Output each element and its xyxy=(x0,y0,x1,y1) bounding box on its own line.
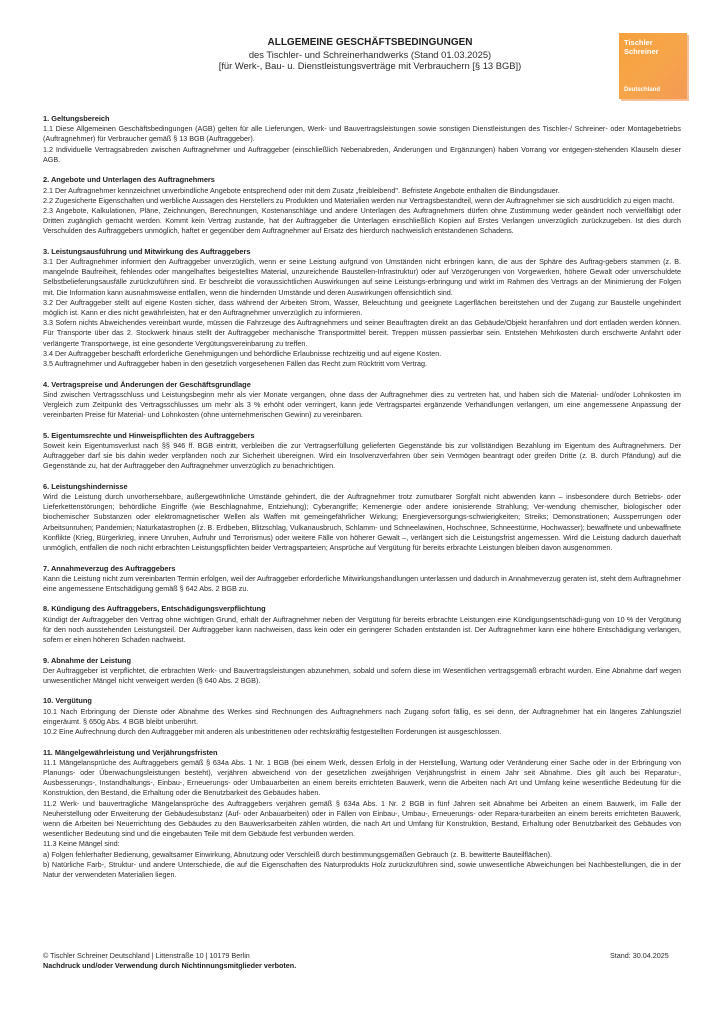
footer-copyright: © Tischler Schreiner Deutschland | Littenstraße 10 | 10179 Berlin xyxy=(43,951,250,960)
section-paragraph: b) Natürliche Farb-, Struktur- und andere Unterschiede, die auf die Eigenschaften des Naturprodukts Holz zurückzuführen sind, sowie unwesentliche Abweichungen bei Nachbestellungen, die in der Natur der verwendeten Materialien liegen. xyxy=(43,859,681,879)
section-heading: 5. Eigentumsrechte und Hinweispflichten des Auftraggebers xyxy=(43,430,255,440)
section-paragraph: 1.1 Diese Allgemeinen Geschäftsbedingungen (AGB) gelten für alle Lieferungen, Werk- und Bauvertragsleistungen sowie sonstigen Dienstleistungen des Tischler-/ Schreiner- oder Montagebetriebs (Auftragnehmer) für Verbraucher gemäß § 13 BGB (Auftraggeber). xyxy=(43,124,681,144)
terms-section xyxy=(43,482,681,553)
terms-section xyxy=(43,114,681,165)
document-title: ALLGEMEINE GESCHÄFTSBEDINGUNGEN xyxy=(267,37,473,48)
terms-section xyxy=(43,696,681,737)
section-heading: 8. Kündigung des Auftraggebers, Entschädigungsverpflichtung xyxy=(43,604,266,614)
section-paragraph: Sind zwischen Vertragsschluss und Leistungsbeginn mehr als vier Monate vergangen, ohne dass der Auftragnehmer dies zu vertreten hat, und haben sich die Material- und/oder Lohnkosten im Vergleich zum Zeitpunkt des Vertragsschlusses um mehr als 3 % erhöht oder verringert, kann jede Vertragspartei ergänzende Verhandlungen verlangen, um eine angemessene Anpassung der vereinbarten Preise für Material- und Lohnkosten (ohne unternehmerischen Gewinn) zu vereinbaren. xyxy=(43,389,681,420)
section-paragraph: 11.1 Mängelansprüche des Auftraggebers gemäß § 634a Abs. 1 Nr. 1 BGB (bei einem Werk, dessen Erfolg in der Herstellung, Wartung oder Veränderung einer Sache oder in der Erbringung von Planungs- oder Überwachungsleistungen besteht), verjähren abweichend von der gesetzlichen zweijährigen Verjährungsfrist in einem Jahr seit Abnahme. Dies gilt auch bei Reparatur-, Ausbesserungs-, Instandhaltungs-, Einbau-, Erneuerungs- oder Umbauarbeiten an einem bereits errichteten Bauwerk, wenn die Arbeiten nach Art und Umfang keine wesentliche Bedeutung für die Konstruktion, den Bestand, die Erhaltung oder die Benutzbarkeit des Gebäudes haben. xyxy=(43,757,681,798)
section-paragraph: 3.1 Der Auftragnehmer informiert den Auftraggeber unverzüglich, wenn er seine Leistung aufgrund von Umständen nicht erbringen kann, die aus der Sphäre des Auftrag-gebers stammen (z. B. mangelnde Baufreiheit, fehlendes oder mangelhaftes beigestelltes Material, unzureichende Baustellen-Infrastruktur) oder auf Verzögerungen von Vorgewerken, höhere Gewalt oder unverschuldete Selbstbelieferungsausfälle zurückzuführen sind. Er beschreibt die voraussichtlichen Auswirkungen auf seine Leistungs-erbringung und wirkt im Rahmen des Vertrags an der Minimierung der Folgen mit. Die Information kann ausnahmsweise entfallen, wenn die hindernden Umstände und deren Auswirkungen offensichtlich sind. xyxy=(43,257,681,297)
section-paragraph: 3.5 Auftragnehmer und Auftraggeber haben in den gesetzlich vorgesehenen Fällen das Recht zum Rücktritt vom Vertrag. xyxy=(43,359,427,369)
document-subtitle: des Tischler- und Schreinerhandwerks (Stand 01.03.2025) xyxy=(248,49,492,60)
footer xyxy=(43,951,296,971)
terms-section xyxy=(43,748,681,881)
section-heading: 4. Vertragspreise und Änderungen der Geschäftsgrundlage xyxy=(43,379,251,389)
section-heading: 2. Angebote und Unterlagen des Auftragnehmers xyxy=(43,175,215,185)
terms-section xyxy=(43,564,681,595)
section-paragraph: Kündigt der Auftraggeber den Vertrag ohne wichtigen Grund, erhält der Auftragnehmer neben der Vergütung für bereits erbrachte Leistungen eine Kündigungsentschädi-gung von 10 % der Vergütung für den noch ausstehenden Leistungsteil. Der Auftraggeber kann nachweisen, dass kein oder ein geringerer Schaden entstanden ist. Der Auftragnehmer kann eine höhere Entschädigung verlangen, sofern er einen höheren Schaden nachweist. xyxy=(43,614,681,645)
section-paragraph: 11.3 Keine Mängel sind: xyxy=(43,839,120,849)
logo-line-1: Tischler xyxy=(624,38,653,47)
section-paragraph: Kann die Leistung nicht zum vereinbarten Termin erfolgen, weil der Auftraggeber erforderliche Mitwirkungshandlungen unterlassen und dadurch in Annahmeverzug geraten ist, steht dem Auftragnehmer eine angemessene Entschädigung gemäß § 642 Abs. 2 BGB zu. xyxy=(43,573,681,593)
section-heading: 7. Annahmeverzug des Auftraggebers xyxy=(43,563,176,573)
logo-line-3: Deutschland xyxy=(624,87,661,93)
footer-notice: Nachdruck und/oder Verwendung durch Nichtinnungsmitglieder verboten. xyxy=(43,961,297,970)
logo-line-2: Schreiner xyxy=(624,46,659,56)
section-paragraph: a) Folgen fehlerhafter Bedienung, gewaltsamer Einwirkung, Abnutzung oder Verschleiß durch bestimmungsgemäßen Gebrauch (z. B. bewitterte Bauteilflächen). xyxy=(43,849,552,859)
section-paragraph: 3.4 Der Auftraggeber beschafft erforderliche Genehmigungen und behördliche Erlaubnisse rechtzeitig und auf eigene Kosten. xyxy=(43,348,442,358)
document-scope: [für Werk-, Bau- u. Dienstleistungsverträge mit Verbrauchern [§ 13 BGB]) xyxy=(218,60,522,71)
section-paragraph: 1.2 Individuelle Vertragsabreden zwischen Auftragnehmer und Auftraggeber (einschließlich Nebenabreden, Änderungen und Ergänzungen) haben Vorrang vor entgegen-stehenden Klauseln dieser AGB. xyxy=(43,144,681,164)
section-paragraph: 10.2 Eine Aufrechnung durch den Auftraggeber mit anderen als unbestrittenen oder rechtskräftig festgestellten Forderungen ist ausgeschlossen. xyxy=(43,727,502,737)
terms-section xyxy=(43,604,681,645)
section-paragraph: Der Auftraggeber ist verpflichtet, die erbrachten Werk- und Bauvertragsleistungen abzunehmen, sobald und sofern diese im Wesentlichen vertragsgemäß erbracht wurden. Eine Abnahme darf wegen unwesentlicher Mängel nicht verweigert werden (§ 640 Abs. 2 BGB). xyxy=(43,665,681,685)
section-paragraph: 3.3 Sofern nichts Abweichendes vereinbart wurde, müssen die Fahrzeuge des Auftragnehmers und seiner Beauftragten direkt an das Gebäude/Objekt heranfahren und dort entladen werden können. Für Transporte über das 2. Stockwerk hinaus stellt der Auftraggeber mechanische Transportmittel bereit. Treppen müssen passierbar sein. Entstehen Mehrkosten durch erschwerte Anfahrt oder verlängerte Transportwege, ist eine gesonderte Vergütungsvereinbarung zu treffen. xyxy=(43,318,681,348)
terms-section xyxy=(43,431,681,472)
section-heading: 3. Leistungsausführung und Mitwirkung des Auftraggebers xyxy=(43,246,251,256)
section-paragraph: 2.3 Angebote, Kalkulationen, Pläne, Zeichnungen, Berechnungen, Kostenanschläge und andere Unterlagen des Auftragnehmers dürfen ohne Zustimmung weder geändert noch vervielfältigt oder Dritten zugänglich gemacht werden. Kommt kein Vertrag zustande, hat der Auftraggeber die Unterlagen einschließlich Kopien auf Erstes Verlangen unverzüglich zurückzugeben. Ist dies durch Verschulden des Auftraggebers unmöglich, haftet er gegenüber dem Auftragnehmer auf Ersatz des hierdurch nachweislich entstandenen Schadens. xyxy=(43,205,681,236)
terms-section xyxy=(43,656,681,687)
section-paragraph: Soweit kein Eigentumsverlust nach §§ 946 ff. BGB eintritt, verbleiben die zur Vertragserfüllung gelieferten Gegenstände bis zur vollständigen Bezahlung im Eigentum des Auftragnehmers. Der Auftraggeber darf sie bis dahin weder verpfänden noch zur Sicherheit übereignen. Wird ein Insolvenzverfahren über sein Vermögen beantragt oder greifen Dritte (z. B. durch Pfändung) auf die Gegenstände zu, hat der Auftraggeber den Auftragnehmer unverzüglich zu benachrichtigen. xyxy=(43,440,681,471)
section-heading: 11. Mängelgewährleistung und Verjährungsfristen xyxy=(43,747,218,757)
document-header xyxy=(180,37,560,71)
tischler-schreiner-logo xyxy=(619,33,687,99)
footer-date: Stand: 30.04.2025 xyxy=(610,951,669,960)
section-paragraph: 3.2 Der Auftraggeber stellt auf eigene Kosten sicher, dass während der Arbeiten Strom, Wasser, Beleuchtung und geeignete Lagerflächen bereitstehen und der Zugang zur Baustelle ungehindert möglich ist. Kann er dies nicht gewährleisten, hat er den Auftragnehmer unverzüglich zu informieren. xyxy=(43,297,681,318)
terms-section xyxy=(43,380,681,421)
section-heading: 1. Geltungsbereich xyxy=(43,114,110,123)
section-paragraph: 10.1 Nach Erbringung der Dienste oder Abnahme des Werkes sind Rechnungen des Auftragnehmers nach Zugang sofort fällig, es sei denn, der Auftragnehmer hat ein längeres Zahlungsziel eingeräumt. § 650g Abs. 4 BGB bleibt unberührt. xyxy=(43,706,681,726)
terms-body xyxy=(43,114,681,890)
section-paragraph: 11.2 Werk- und bauvertragliche Mängelansprüche des Auftraggebers verjähren gemäß § 634a Abs. 1 Nr. 2 BGB in fünf Jahren seit Abnahme bei Arbeiten an einem Bauwerk, im Falle der Neuherstellung oder Erweiterung der Gebäudesubstanz (Auf- oder Anbauarbeiten) oder in Fällen von Einbau-, Umbau-, Erneuerungs- oder Repara-turarbeiten an einem bereits errichteten Bauwerk, wenn die Arbeiten bei Neuerrichtung des Gebäudes zu den Bauwerksarbeiten zählen würden, die nach Art und Umfang für Konstruktion, Bestand, Erhaltung oder Benutzbarkeit des Gebäudes von wesentlicher Bedeutung sind und die eingebauten Teile mit dem Gebäude fest verbunden werden. xyxy=(43,798,681,839)
section-heading: 10. Vergütung xyxy=(43,696,92,706)
section-paragraph: 2.2 Zugesicherte Eigenschaften und werbliche Aussagen des Herstellers zu Produkten und Materialien werden nur Vertragsbestandteil, wenn der Auftragnehmer sie sich ausdrücklich zu eigen macht. xyxy=(43,195,675,205)
section-paragraph: Wird die Leistung durch unvorhersehbare, außergewöhnliche Umstände gehindert, die der Auftragnehmer trotz zumutbarer Sorgfalt nicht abwenden kann – insbesondere durch Betriebs- oder Lieferkettenstörungen; behördliche Eingriffe (wie Beschlagnahme, Entziehung); Cyberangriffe; Kernenergie oder andere ionisierende Strahlung; Ver-wendung chemischer, biologischer oder biochemischer Substanzen oder elektromagnetischer Wellen als Waffen mit gemeingefährlicher Wirkung; Energieversorgungs-schwierigkeiten; Streiks; Demonstrationen; Aussperrungen oder Arbeitsunruhen; Pandemien; Naturkatastrophen (z. B. Erdbeben, Blitzschlag, Vulkanausbruch, Schlamm- und Schneelawinen, Hochschnee, Schneestürme, Hochwasser); bewaffnete und unbewaffnete Konflikte (Krieg, Bürgerkrieg, innere Unruhen, Aufruhr und Terrorismus) oder weitere Fälle von höherer Gewalt –, verlängert sich die Leistungsfrist angemessen. Wird die Leistung dadurch dauerhaft unmöglich, entfallen die noch nicht erbrachten Leistungspflichten beider Vertragsparteien; Ansprüche auf Vergütung für bereits erbrachte Leistungen bleiben davon ausgenommen. xyxy=(43,491,681,552)
terms-section xyxy=(43,175,681,236)
section-paragraph: 2.1 Der Auftragnehmer kennzeichnet unverbindliche Angebote entsprechend oder mit dem Zusatz „freibleibend". Befristete Angebote enthalten die Bindungsdauer. xyxy=(43,185,560,195)
section-heading: 9. Abnahme der Leistung xyxy=(43,655,132,665)
section-heading: 6. Leistungshindernisse xyxy=(43,481,128,491)
terms-section xyxy=(43,247,681,369)
